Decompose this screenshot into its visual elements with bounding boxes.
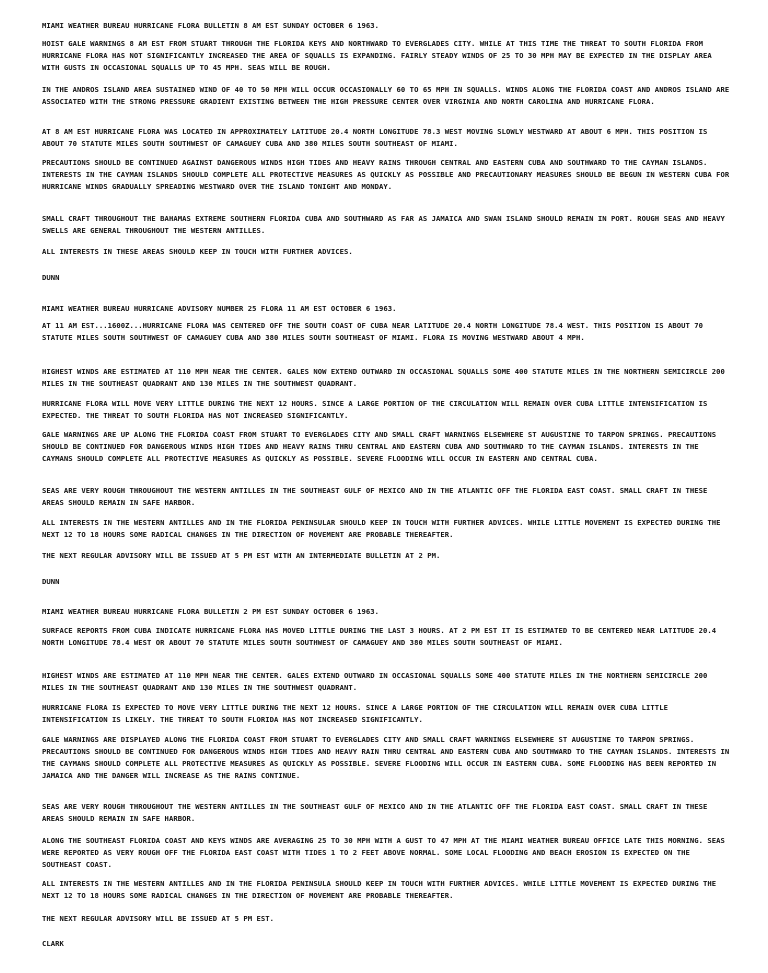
bulletin-2-paragraph: GALE WARNINGS ARE DISPLAYED ALONG THE FLORIDA COAST FROM STUART TO EVERGLADES CITY AND SMALL CRAFT WARNINGS ELSEWHERE ST AUGUSTINE TO TARPON SPRINGS. PRECAUTIONS SHOULD BE CONTINUED FOR DANGEROUS WINDS HIGH TIDES AND HEAVY RAIN THRU CENTRAL AND EASTERN CUBA AND SOUTHWARD TO THE CAYMAN ISLANDS. INTERESTS IN THE CAYMANS SHOULD COMPLETE ALL PROTECTIVE MEASURES AS QUICKLY AS POSSIBLE. SEVERE FLOODING WILL OCCUR IN EASTERN CUBA. SOME FLOODING HAS BEEN REPORTED IN JAMAICA AND THE DANGER WILL INCREASE AS THE RAINS CONTINUE. <box>42 735 730 780</box>
bulletin-2-paragraph: ALONG THE SOUTHEAST FLORIDA COAST AND KEYS WINDS ARE AVERAGING 25 TO 30 MPH WITH A GUST TO 47 MPH AT THE MIAMI WEATHER BUREAU OFFICE LATE THIS MORNING. SEAS WERE REPORTED AS VERY ROUGH OFF THE FLORIDA EAST COAST WITH TIDES 1 TO 2 FEET ABOVE NORMAL. SOME LOCAL FLOODING AND BEACH EROSION IS EXPECTED ON THE SOUTHEAST COAST. <box>42 836 725 869</box>
bulletin-2-paragraph: HURRICANE FLORA IS EXPECTED TO MOVE VERY LITTLE DURING THE NEXT 12 HOURS. SINCE A LARGE PORTION OF THE CIRCULATION WILL REMAIN OVER CUBA LITTLE INTENSIFICATION IS LIKELY. THE THREAT TO SOUTH FLORIDA HAS NOT INCREASED SIGNIFICANTLY. <box>42 703 668 724</box>
bulletin-1-title: MIAMI WEATHER BUREAU HURRICANE FLORA BULLETIN 8 AM EST SUNDAY OCTOBER 6 1963. <box>42 21 380 30</box>
bulletin-2-paragraph: THE NEXT REGULAR ADVISORY WILL BE ISSUED AT 5 PM EST. <box>42 914 274 923</box>
bulletin-2-signature: CLARK <box>42 939 64 948</box>
bulletin-1-paragraph: HOIST GALE WARNINGS 8 AM EST FROM STUART THROUGH THE FLORIDA KEYS AND NORTHWARD TO EVERGLADES CITY. WHILE AT THIS TIME THE THREAT TO SOUTH FLORIDA FROM HURRICANE FLORA HAS NOT SIGNIFICANTLY INCREASED THE AREA OF SQUALLS IS EXPANDING. FAIRLY STEADY WINDS OF 25 TO 30 MPH MAY BE EXPECTED IN THE DISPLAY AREA WITH GUSTS IN OCCASIONAL SQUALLS UP TO 45 MPH. SEAS WILL BE ROUGH. <box>42 39 712 72</box>
advisory-signature: DUNN <box>42 577 60 586</box>
bulletin-2-paragraph: SURFACE REPORTS FROM CUBA INDICATE HURRICANE FLORA HAS MOVED LITTLE DURING THE LAST 3 HOURS. AT 2 PM EST IT IS ESTIMATED TO BE CENTERED NEAR LATITUDE 20.4 NORTH LONGITUDE 78.4 WEST OR ABOUT 70 STATUTE MILES SOUTH SOUTHWEST OF CAMAGUEY AND 380 MILES SOUTH SOUTHEAST OF MIAMI. <box>42 626 717 647</box>
bulletin-2-paragraph: HIGHEST WINDS ARE ESTIMATED AT 110 MPH NEAR THE CENTER. GALES EXTEND OUTWARD IN OCCASIONAL SQUALLS SOME 400 STATUTE MILES IN THE NORTHERN SEMICIRCLE 200 MILES IN THE SOUTHEAST QUADRANT AND 130 MILES IN THE SOUTHWEST QUADRANT. <box>42 671 708 692</box>
bulletin-1-paragraph: ALL INTERESTS IN THESE AREAS SHOULD KEEP IN TOUCH WITH FURTHER ADVICES. <box>42 247 353 256</box>
bulletin-2-paragraph: SEAS ARE VERY ROUGH THROUGHOUT THE WESTERN ANTILLES IN THE SOUTHEAST GULF OF MEXICO AND IN THE ATLANTIC OFF THE FLORIDA EAST COAST. SMALL CRAFT IN THESE AREAS SHOULD REMAIN IN SAFE HARBOR. <box>42 802 708 823</box>
advisory-paragraph: HIGHEST WINDS ARE ESTIMATED AT 110 MPH NEAR THE CENTER. GALES NOW EXTEND OUTWARD IN OCCASIONAL SQUALLS SOME 400 STATUTE MILES IN THE NORTHERN SEMICIRCLE 200 MILES IN THE SOUTHEAST QUADRANT AND 130 MILES IN THE SOUTHWEST QUADRANT. <box>42 367 725 388</box>
bulletin-2-paragraph: ALL INTERESTS IN THE WESTERN ANTILLES AND IN THE FLORIDA PENINSULA SHOULD KEEP IN TOUCH WITH FURTHER ADVICES. WHILE LITTLE MOVEMENT IS EXPECTED DURING THE NEXT 12 TO 18 HOURS SOME RADICAL CHANGES IN THE DIRECTION OF MOVEMENT ARE PROBABLE THEREAFTER. <box>42 879 717 900</box>
advisory-paragraph: HURRICANE FLORA WILL MOVE VERY LITTLE DURING THE NEXT 12 HOURS. SINCE A LARGE PORTION OF THE CIRCULATION WILL REMAIN OVER CUBA LITTLE INTENSIFICATION IS EXPECTED. THE THREAT TO SOUTH FLORIDA HAS NOT INCREASED SIGNIFICANTLY. <box>42 399 708 420</box>
advisory-paragraph: SEAS ARE VERY ROUGH THROUGHOUT THE WESTERN ANTILLES IN THE SOUTHEAST GULF OF MEXICO AND IN THE ATLANTIC OFF THE FLORIDA EAST COAST. SMALL CRAFT IN THESE AREAS SHOULD REMAIN IN SAFE HARBOR. <box>42 486 708 507</box>
bulletin-1-paragraph: IN THE ANDROS ISLAND AREA SUSTAINED WIND OF 40 TO 50 MPH WILL OCCUR OCCASIONALLY 60 TO 65 MPH IN SQUALLS. WINDS ALONG THE FLORIDA COAST AND ANDROS ISLAND ARE ASSOCIATED WITH THE STRONG PRESSURE GRADIENT EXISTING BETWEEN THE HIGH PRESSURE CENTER OVER VIRGINIA AND NORTH CAROLINA AND HURRICANE FLORA. <box>42 85 730 106</box>
advisory-paragraph: GALE WARNINGS ARE UP ALONG THE FLORIDA COAST FROM STUART TO EVERGLADES CITY AND SMALL CRAFT WARNINGS ELSEWHERE ST AUGUSTINE TO TARPON SPRINGS. PRECAUTIONS SHOULD BE CONTINUED FOR DANGEROUS WINDS HIGH TIDES AND HEAVY RAINS THRU CENTRAL AND EASTERN CUBA AND SOUTHWARD TO THE CAYMAN ISLANDS. INTERESTS IN THE CAYMANS SHOULD COMPLETE ALL PROTECTIVE MEASURES AS QUICKLY AS POSSIBLE. SEVERE FLOODING WILL OCCUR IN EASTERN AND CENTRAL CUBA. <box>42 430 717 463</box>
advisory-title: MIAMI WEATHER BUREAU HURRICANE ADVISORY NUMBER 25 FLORA 11 AM EST OCTOBER 6 1963. <box>42 304 397 313</box>
advisory-paragraph: THE NEXT REGULAR ADVISORY WILL BE ISSUED AT 5 PM EST WITH AN INTERMEDIATE BULLETIN AT 2 PM. <box>42 551 441 560</box>
bulletin-1-paragraph: AT 8 AM EST HURRICANE FLORA WAS LOCATED IN APPROXIMATELY LATITUDE 20.4 NORTH LONGITUDE 78.3 WEST MOVING SLOWLY WESTWARD AT ABOUT 6 MPH. THIS POSITION IS ABOUT 70 STATUTE MILES SOUTH SOUTHWEST OF CAMAGUEY CUBA AND 380 MILES SOUTH SOUTHEAST OF MIAMI. <box>42 127 708 148</box>
advisory-paragraph: AT 11 AM EST...1600Z...HURRICANE FLORA WAS CENTERED OFF THE SOUTH COAST OF CUBA NEAR LATITUDE 20.4 NORTH LONGITUDE 78.4 WEST. THIS POSITION IS ABOUT 70 STATUTE MILES SOUTH SOUTHWEST OF CAMAGUEY CUBA AND 380 MILES SOUTH SOUTHEAST OF MIAMI. FLORA IS MOVING WESTWARD ABOUT 4 MPH. <box>42 321 703 342</box>
bulletin-1-paragraph: PRECAUTIONS SHOULD BE CONTINUED AGAINST DANGEROUS WINDS HIGH TIDES AND HEAVY RAINS THROUGH CENTRAL AND EASTERN CUBA AND SOUTHWARD TO THE CAYMAN ISLANDS. INTERESTS IN THE CAYMAN ISLANDS SHOULD COMPLETE ALL PROTECTIVE MEASURES AS QUICKLY AS POSSIBLE AND PRECAUTIONARY MEASURES SHOULD BE BEGUN IN WESTERN CUBA FOR HURRICANE WINDS GRADUALLY SPREADING WESTWARD OVER THE ISLAND TONIGHT AND MONDAY. <box>42 158 730 191</box>
bulletin-1-paragraph: SMALL CRAFT THROUGHOUT THE BAHAMAS EXTREME SOUTHERN FLORIDA CUBA AND SOUTHWARD AS FAR AS JAMAICA AND SWAN ISLAND SHOULD REMAIN IN PORT. ROUGH SEAS AND HEAVY SWELLS ARE GENERAL THROUGHOUT THE WESTERN ANTILLES. <box>42 214 725 235</box>
bulletin-1-signature: DUNN <box>42 273 60 282</box>
bulletin-2-title: MIAMI WEATHER BUREAU HURRICANE FLORA BULLETIN 2 PM EST SUNDAY OCTOBER 6 1963. <box>42 607 380 616</box>
advisory-paragraph: ALL INTERESTS IN THE WESTERN ANTILLES AND IN THE FLORIDA PENINSULAR SHOULD KEEP IN TOUCH WITH FURTHER ADVICES. WHILE LITTLE MOVEMENT IS EXPECTED DURING THE NEXT 12 TO 18 HOURS SOME RADICAL CHANGES IN THE DIRECTION OF MOVEMENT ARE PROBABLE THEREAFTER. <box>42 518 721 539</box>
